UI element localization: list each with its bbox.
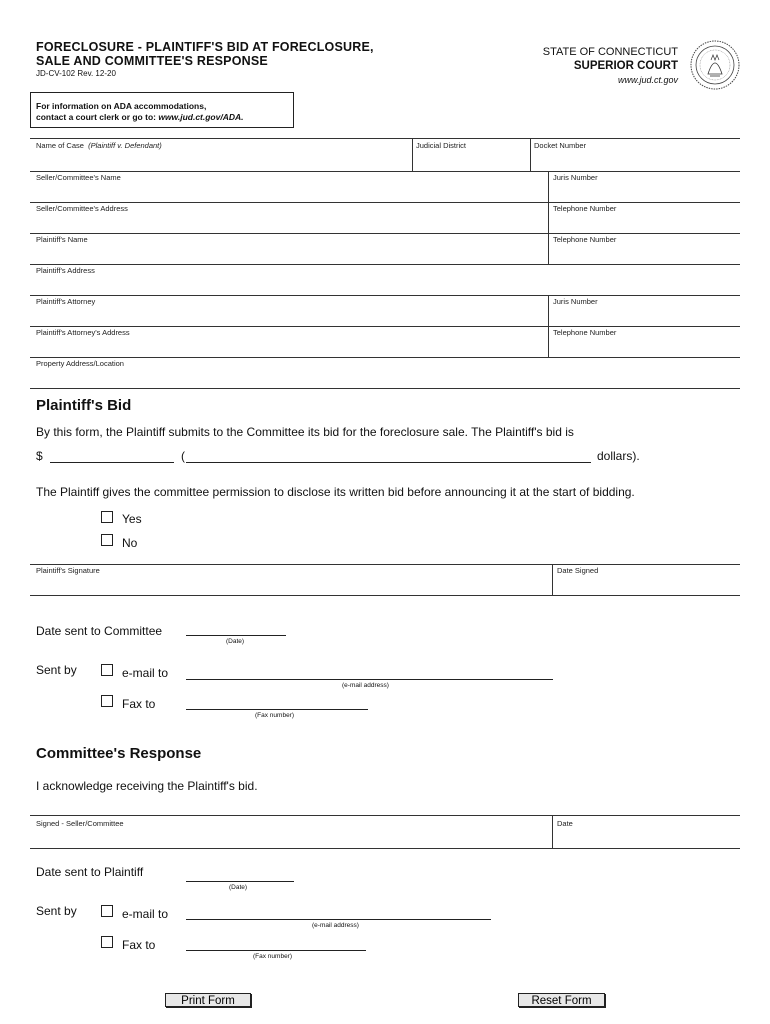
grid-line <box>30 815 740 816</box>
ada-line1: For information on ADA accommodations, <box>36 101 207 111</box>
grid-line <box>30 564 740 565</box>
attorney-address-field[interactable]: Plaintiff's Attorney's Address <box>36 328 130 337</box>
bid-intro: By this form, the Plaintiff submits to the Committee its bid for the foreclosure sale. The Plaintiff's bid is <box>36 425 574 439</box>
ada-line2 <box>36 112 293 123</box>
form-title <box>36 40 374 68</box>
bid-amount-words-input[interactable] <box>186 462 591 463</box>
acknowledge-text: I acknowledge receiving the Plaintiff's bid. <box>36 779 258 793</box>
plaintiff-address-field[interactable]: Plaintiff's Address <box>36 266 95 275</box>
date-sent-committee-label: Date sent to Committee <box>36 624 163 638</box>
fax-number-input[interactable] <box>186 709 368 710</box>
telephone-field-3[interactable]: Telephone Number <box>553 328 617 337</box>
grid-line <box>30 388 740 389</box>
fax-checkbox[interactable] <box>101 695 113 707</box>
dollar-sign: $ <box>36 449 43 463</box>
date-sent-plaintiff-input[interactable] <box>186 881 294 882</box>
ada-notice <box>30 92 294 128</box>
print-form-button[interactable]: Print Form <box>165 993 251 1007</box>
telephone-field-1[interactable]: Telephone Number <box>553 204 617 213</box>
sent-by-label: Sent by <box>36 663 77 677</box>
grid-line <box>30 264 740 265</box>
court-name: SUPERIOR COURT <box>573 60 678 72</box>
state-name: STATE OF CONNECTICUT <box>542 46 678 58</box>
committee-signature-field[interactable]: Signed - Seller/Committee <box>36 819 124 828</box>
grid-line <box>30 326 740 327</box>
email-checkbox-2[interactable] <box>101 905 113 917</box>
judicial-district-field[interactable]: Judicial District <box>416 141 467 150</box>
juris-number-field-1[interactable]: Juris Number <box>553 173 598 182</box>
court-header <box>543 45 678 87</box>
grid-divider <box>552 564 553 595</box>
email-to-label: e-mail to <box>122 666 169 680</box>
grid-divider <box>548 171 549 264</box>
grid-divider <box>412 138 413 171</box>
telephone-field-2[interactable]: Telephone Number <box>553 235 617 244</box>
email-to-label-2: e-mail to <box>122 907 169 921</box>
open-paren: ( <box>181 449 185 463</box>
no-checkbox[interactable] <box>101 534 113 546</box>
response-heading: Committee's Response <box>36 745 202 762</box>
plaintiff-name-field[interactable]: Plaintiff's Name <box>36 235 88 244</box>
dollars-label: dollars). <box>597 449 640 463</box>
fax-to-label-2: Fax to <box>122 938 156 952</box>
form-number: JD-CV-102 Rev. 12-20 <box>36 69 116 78</box>
grid-line <box>30 595 740 596</box>
grid-line <box>30 202 740 203</box>
name-of-case-label: Name of Case <box>36 141 84 150</box>
grid-line <box>30 233 740 234</box>
court-website: www.jud.ct.gov <box>617 75 678 85</box>
fax-number-input-2[interactable] <box>186 950 366 951</box>
response-date-field[interactable]: Date <box>557 819 573 828</box>
grid-divider <box>552 815 553 848</box>
grid-divider <box>530 138 531 171</box>
ada-line2-prefix: contact a court clerk or go to: <box>36 112 159 122</box>
docket-number-field[interactable]: Docket Number <box>534 141 587 150</box>
grid-line <box>30 295 740 296</box>
fax-to-label: Fax to <box>122 697 156 711</box>
reset-form-button[interactable]: Reset Form <box>518 993 605 1007</box>
date-hint-2: (Date) <box>229 884 248 891</box>
grid-line <box>30 848 740 849</box>
bid-heading: Plaintiff's Bid <box>36 397 132 414</box>
yes-label: Yes <box>122 512 142 526</box>
sent-by-label-2: Sent by <box>36 904 77 918</box>
email-hint: (e-mail address) <box>342 682 389 689</box>
date-sent-plaintiff-label: Date sent to Plaintiff <box>36 865 144 879</box>
permission-text: The Plaintiff gives the committee permission to disclose its written bid before announcing it at the start of bidding. <box>36 485 635 499</box>
bid-amount-input[interactable] <box>50 462 174 463</box>
fax-checkbox-2[interactable] <box>101 936 113 948</box>
property-address-field[interactable]: Property Address/Location <box>36 359 124 368</box>
email-address-input[interactable] <box>186 679 553 680</box>
name-of-case-field[interactable] <box>36 141 162 150</box>
seller-name-field[interactable]: Seller/Committee's Name <box>36 173 121 182</box>
ada-link[interactable]: www.jud.ct.gov/ADA. <box>158 112 244 122</box>
form-title-line1: FORECLOSURE - PLAINTIFF'S BID AT FORECLOSURE, <box>36 40 374 54</box>
grid-line <box>30 357 740 358</box>
plaintiff-signature-field[interactable]: Plaintiff's Signature <box>36 566 100 575</box>
juris-number-field-2[interactable]: Juris Number <box>553 297 598 306</box>
yes-checkbox[interactable] <box>101 511 113 523</box>
no-label: No <box>122 536 138 550</box>
plaintiff-attorney-field[interactable]: Plaintiff's Attorney <box>36 297 96 306</box>
seller-address-field[interactable]: Seller/Committee's Address <box>36 204 128 213</box>
grid-line <box>30 171 740 172</box>
fax-hint-2: (Fax number) <box>253 953 293 960</box>
date-signed-field[interactable]: Date Signed <box>557 566 599 575</box>
email-hint-2: (e-mail address) <box>312 922 359 929</box>
date-hint: (Date) <box>226 638 245 645</box>
grid-line <box>30 138 740 139</box>
date-sent-committee-input[interactable] <box>186 635 286 636</box>
name-of-case-hint: (Plaintiff v. Defendant) <box>88 141 162 150</box>
email-address-input-2[interactable] <box>186 919 491 920</box>
state-seal-icon <box>690 40 740 90</box>
form-title-line2: SALE AND COMMITTEE'S RESPONSE <box>36 54 268 68</box>
email-checkbox[interactable] <box>101 664 113 676</box>
fax-hint: (Fax number) <box>255 712 295 719</box>
